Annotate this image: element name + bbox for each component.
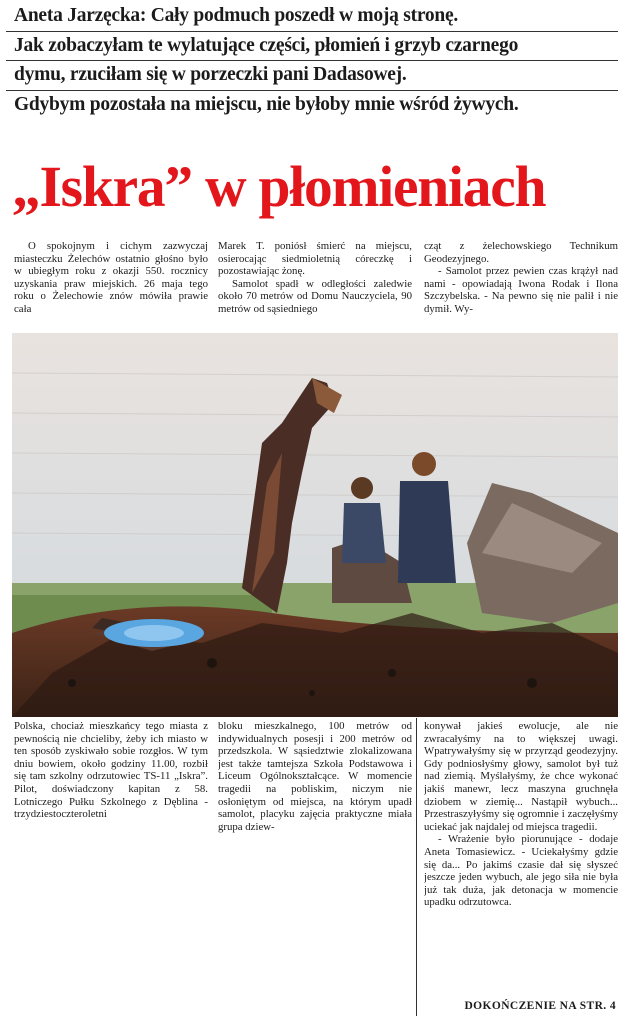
upper-col3-para-2: - Samolot przez pewien czas krążył nad nami - opowiadają Iwona Rodak i Ilona Szczybelska. - Na pewno się nie palił i nie dymił. Wy-: [424, 265, 618, 315]
crash-site-photo: [12, 333, 618, 717]
upper-col3-para-1: cząt z żelechowskiego Technikum Geodezyjnego.: [424, 240, 618, 265]
lower-column-2: [218, 720, 412, 860]
header-line-1: Aneta Jarzęcka: Cały podmuch poszedł w moją stronę.: [6, 2, 618, 32]
upper-column-1: [14, 240, 208, 332]
upper-column-2: [218, 240, 412, 332]
header-quote: [6, 2, 618, 119]
article-headline: „Iskra” w płomieniach: [12, 154, 546, 219]
lower-col2-text: bloku mieszkalnego, 100 metrów od indywidualnych posesji i 200 metrów od przedszkola. W sąsiedztwie zlokalizowana jest także tamtejsza Szkoła Podstawowa i Liceum Ogólnokształcące. W momencie tragedii na pobliskim, niczym nie osłoniętym od miejsca, na którym upadł samolot, placyku zajęcia praktyczne miała grupa dziew-: [218, 720, 412, 833]
lower-column-1: [14, 720, 208, 860]
lower-col1-text: Polska, chociaż mieszkańcy tego miasta z pewnością nie chcieliby, żeby ich miasto w ten sposób zyskiwało sobie rozgłos. W tym dniu bowiem, około godziny 11.00, rozbił się tam szkolny odrzutowiec TS-11 „Iskra”. Pilot, doświadczony kapitan z 58. Lotniczego Pułku Szkolnego z Dęblina - trzydziestoczteroletni: [14, 720, 208, 821]
column-divider: [416, 718, 417, 1016]
upper-col2-para-2: Samolot spadł w odległości zaledwie około 70 metrów od Domu Nauczyciela, 90 metrów od sąsiedniego: [218, 277, 412, 315]
upper-column-3: [424, 240, 618, 332]
continued-on-page-4: DOKOŃCZENIE NA STR. 4: [464, 1000, 616, 1012]
header-line-4: Gdybym pozostała na miejscu, nie byłoby mnie wśród żywych.: [14, 93, 519, 115]
header-line-2: Jak zobaczyłam te wylatujące części, płomień i grzyb czarnego: [6, 32, 618, 62]
lower-column-3: [424, 720, 618, 996]
lower-col3-para-2: - Wrażenie było piorunujące - dodaje Aneta Tomasiewicz. - Uciekałyśmy gdzie się da... Po jakimś czasie dał się słyszeć jeszcze jeden wybuch, ale jego siła nie była już tak duża, jak detonacja w momencie upadku odrzutowca.: [424, 833, 618, 909]
upper-col1-text: O spokojnym i cichym zazwyczaj miasteczku Żelechów ostatnio głośno było w ubiegłym roku z okazji 550. rocznicy uzyskania praw miejskich. 26 maja tego roku o Żelechowie znów mówiła prawie cała: [14, 240, 208, 315]
lower-col3-para-1: konywał jakieś ewolucje, ale nie zwracałyśmy na to większej uwagi. Wpatrywałyśmy się w przyrząd geodezyjny. Gdy podniosłyśmy głowy, samolot był tuż nad ziemią. Myślałyśmy, że chce wykonać jakiś manewr, lecz maszyna gruchnęła dziobem w ziemię... Nastąpił wybuch... Przestraszyłyśmy się ogromnie i zaczęłyśmy uciekać jak najdalej od miejsca tragedii.: [424, 720, 618, 833]
header-line-3: dymu, rzuciłam się w porzeczki pani Dadasowej.: [6, 61, 618, 91]
upper-col2-para-1: Marek T. poniósł śmierć na miejscu, osierocając siedmioletnią córeczkę i pozostawiając żonę.: [218, 240, 412, 278]
